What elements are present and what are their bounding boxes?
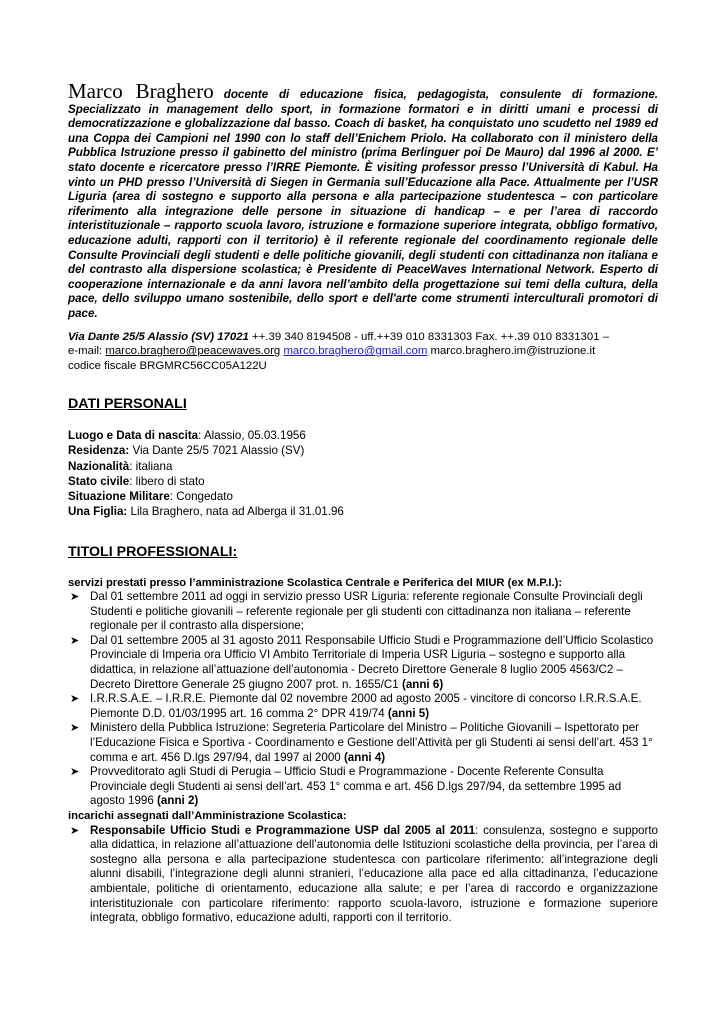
arrow-bullet-icon: ➤: [70, 591, 80, 604]
personal-data-label: Nazionalità: [68, 459, 130, 473]
personal-data-label: Una Figlia:: [68, 505, 128, 519]
personal-data-value: Via Dante 25/5 7021 Alassio (SV): [132, 444, 305, 458]
list-item: [68, 590, 658, 634]
personal-data-sep: :: [198, 429, 204, 443]
cv-page: [68, 79, 658, 926]
list-item: [68, 634, 658, 692]
list-item-duration: (anni 2): [157, 794, 199, 808]
titles-heading: TITOLI PROFESSIONALI:: [68, 543, 238, 560]
arrow-bullet-icon: ➤: [70, 722, 80, 735]
personal-data-sep: :: [129, 459, 136, 473]
personal-data-list: [68, 428, 658, 519]
personal-data-value: Lila Braghero, nata ad Alberga il 31.01.96: [130, 505, 344, 519]
personal-data-value: Alassio, 05.03.1956: [203, 429, 306, 443]
personal-data-sep: :: [129, 474, 136, 488]
assignments-list: [68, 824, 658, 926]
assignments-lead: incarichi assegnati dall’Amministrazione Scolastica:: [68, 810, 347, 822]
personal-data-heading: DATI PERSONALI: [68, 396, 187, 413]
list-item: [68, 765, 658, 809]
personal-data-value: Congedato: [176, 490, 233, 504]
intro-paragraph: [68, 79, 658, 322]
assignment-title: Responsabile Ufficio Studi e Programmazione USP dal 2005 al 2011: [90, 823, 476, 837]
personal-data-value: italiana: [135, 459, 173, 473]
personal-data-sep: :: [169, 490, 177, 504]
email-label: e-mail:: [68, 345, 106, 358]
contact-line-1: [68, 330, 658, 345]
personal-data-label: Situazione Militare: [68, 490, 170, 504]
list-item-text: Dal 01 settembre 2011 ad oggi in servizio presso USR Liguria: referente regionale Consulte Provinciali degli Studenti e politiche giovanili – referente regionale per gli studenti con cittadinanza non italiana – referente regionale per il contrasto alla dispersione;: [90, 590, 643, 633]
list-item-duration: (anni 6): [401, 677, 444, 691]
phones: ++.39 340 8194508 - uff.++39 010 8331303 Fax. ++.39 010 8331301 –: [248, 330, 610, 343]
email-3: marco.braghero.im@istruzione.it: [430, 345, 596, 358]
personal-data-label: Residenza:: [68, 444, 130, 458]
list-item: [68, 824, 658, 926]
list-item-text: Dal 01 settembre 2005 al 31 agosto 2011 Responsabile Ufficio Studi e Programmazione dell’Ufficio Scolastico Provinciale di Imperia ora Ufficio VI Ambito Territoriale di Imperia USR Liguria – sostegno e supporto alla didattica, in relazione all’attuazione dell’autonomia - Decreto Direttore Generale 8 luglio 2005 4563/C2 – Decreto Direttore Generale 25 giugno 2007 prot. n. 1655/C1: [90, 633, 654, 691]
assignment-text: : consulenza, sostegno e supporto alla didattica, in relazione all’attuazione dell’autonomia delle Istituzioni scolastiche della provincia, per l’area di sostegno alla persona e alla partecipazione studentesca con particolare riferimento: all’integrazione degli alunni disabili, l’integrazione degli alunni stranieri, l’educazione alla pace ed alla cittadinanza, l’educazione ambientale, politiche di orientamento, educazione alla salute; e per l’area di raccordo e organizzazione interistituzionale con particolare riferimento: rapporto scuola-lavoro, istruzione e formazione superiore integrata, obbligo formativo, educazione adulti, rapporti con il territorio.: [90, 823, 658, 925]
email-link-2[interactable]: marco.braghero@gmail.com: [283, 345, 428, 358]
contact-line-2: [68, 344, 658, 359]
arrow-bullet-icon: ➤: [70, 693, 80, 706]
personal-data-label: Stato civile: [68, 474, 130, 488]
personal-data-label: Luogo e Data di nascita: [68, 429, 199, 443]
contact-block: [68, 330, 658, 374]
email-link-1[interactable]: marco.braghero@peacewaves.org: [105, 345, 281, 358]
services-lead: servizi prestati presso l’amministrazione Scolastica Centrale e Periferica del MIUR (ex M.P.I.):: [68, 576, 563, 589]
address: Via Dante 25/5 Alassio (SV) 17021: [68, 330, 249, 343]
list-item-duration: (anni 5): [387, 706, 430, 720]
arrow-bullet-icon: ➤: [70, 634, 80, 647]
list-item: [68, 692, 658, 721]
list-item: [68, 721, 658, 765]
list-item-text: Ministero della Pubblica Istruzione: Segreteria Particolare del Ministro – Politiche Giovanili – Ispettorato per l’Educazione Fisica e Sportiva - Coordinamento e Gestione dell’Attività per gli Studenti ai sensi dell’art. 453 1° comma e art. 456 D.lgs 297/94, dal 1997 al 2000: [90, 721, 653, 764]
list-item-text: Provveditorato agli Studi di Perugia – Ufficio Studi e Programmazione - Docente Referente Consulta Provinciale degli Studenti ai sensi dell’art. 453 1° comma e art. 456 D.lgs 297/94, da settembre 1995 ad agosto 1996: [90, 765, 622, 808]
list-item-duration: (anni 4): [343, 750, 386, 764]
personal-data-row: [68, 443, 658, 458]
bio-text: docente di educazione fisica, pedagogista, consulente di formazione. Specializzato in management dello sport, in formazione formatori e in diritti umani e processi di democratizzazione e globalizzazione dal basso. Coach di basket, ha conquistato uno scudetto nel 1989 ed una Coppa dei Campioni nel 1990 con lo staff dell’Enichem Priolo. Ha collaborato con il ministero della Pubblica Istruzione presso il gabinetto del ministro (prima Berlinguer poi De Mauro) dal 1996 al 2000. E’ stato docente e ricercatore presso l’IRRE Piemonte. È visiting professor presso l’Università di Kabul. Ha vinto un PHD presso l’Università di Siegen in Germania sull’Educazione alla Pace. Attualmente per l’USR Liguria (area di sostegno e supporto alla persona e alla partecipazione studentesca – con particolare riferimento alla integrazione delle persone in situazione di handicap – e per l’area di raccordo interistituzionale – rapporto scuola lavoro, istruzione e formazione superiore integrata, obbligo formativo, educazione adulti, rapporti con il territorio) è il referente regionale del coordinamento regionale delle Consulte Provinciali degli studenti e delle politiche giovanili, degli studenti con cittadinanza non italiana e del contrasto alla dispersione scolastica; è Presidente di PeaceWaves International Network. Esperto di cooperazione internazionale e da anni lavora nell’ambito della progettazione sui temi della cultura, della pace, dello sviluppo umano sostenibile, dello sport e dell'arte come strumenti interculturali promotori di pace.: [68, 88, 658, 320]
services-list: [68, 590, 658, 809]
arrow-bullet-icon: ➤: [70, 824, 80, 837]
personal-data-row: [68, 459, 658, 474]
person-name: Marco Braghero: [68, 79, 214, 103]
personal-data-row: [68, 504, 658, 519]
personal-data-row: [68, 474, 658, 489]
personal-data-value: libero di stato: [135, 474, 205, 488]
personal-data-row: [68, 428, 658, 443]
fiscal-code: codice fiscale BRGMRC56CC05A122U: [68, 359, 267, 372]
personal-data-row: [68, 489, 658, 504]
arrow-bullet-icon: ➤: [70, 766, 80, 779]
list-item-text: I.R.R.S.A.E. – I.R.R.E. Piemonte dal 02 novembre 2000 ad agosto 2005 - vincitore di concorso I.R.R.S.A.E. Piemonte D.D. 01/03/1995 art. 16 comma 2° DPR 419/74: [90, 692, 642, 720]
